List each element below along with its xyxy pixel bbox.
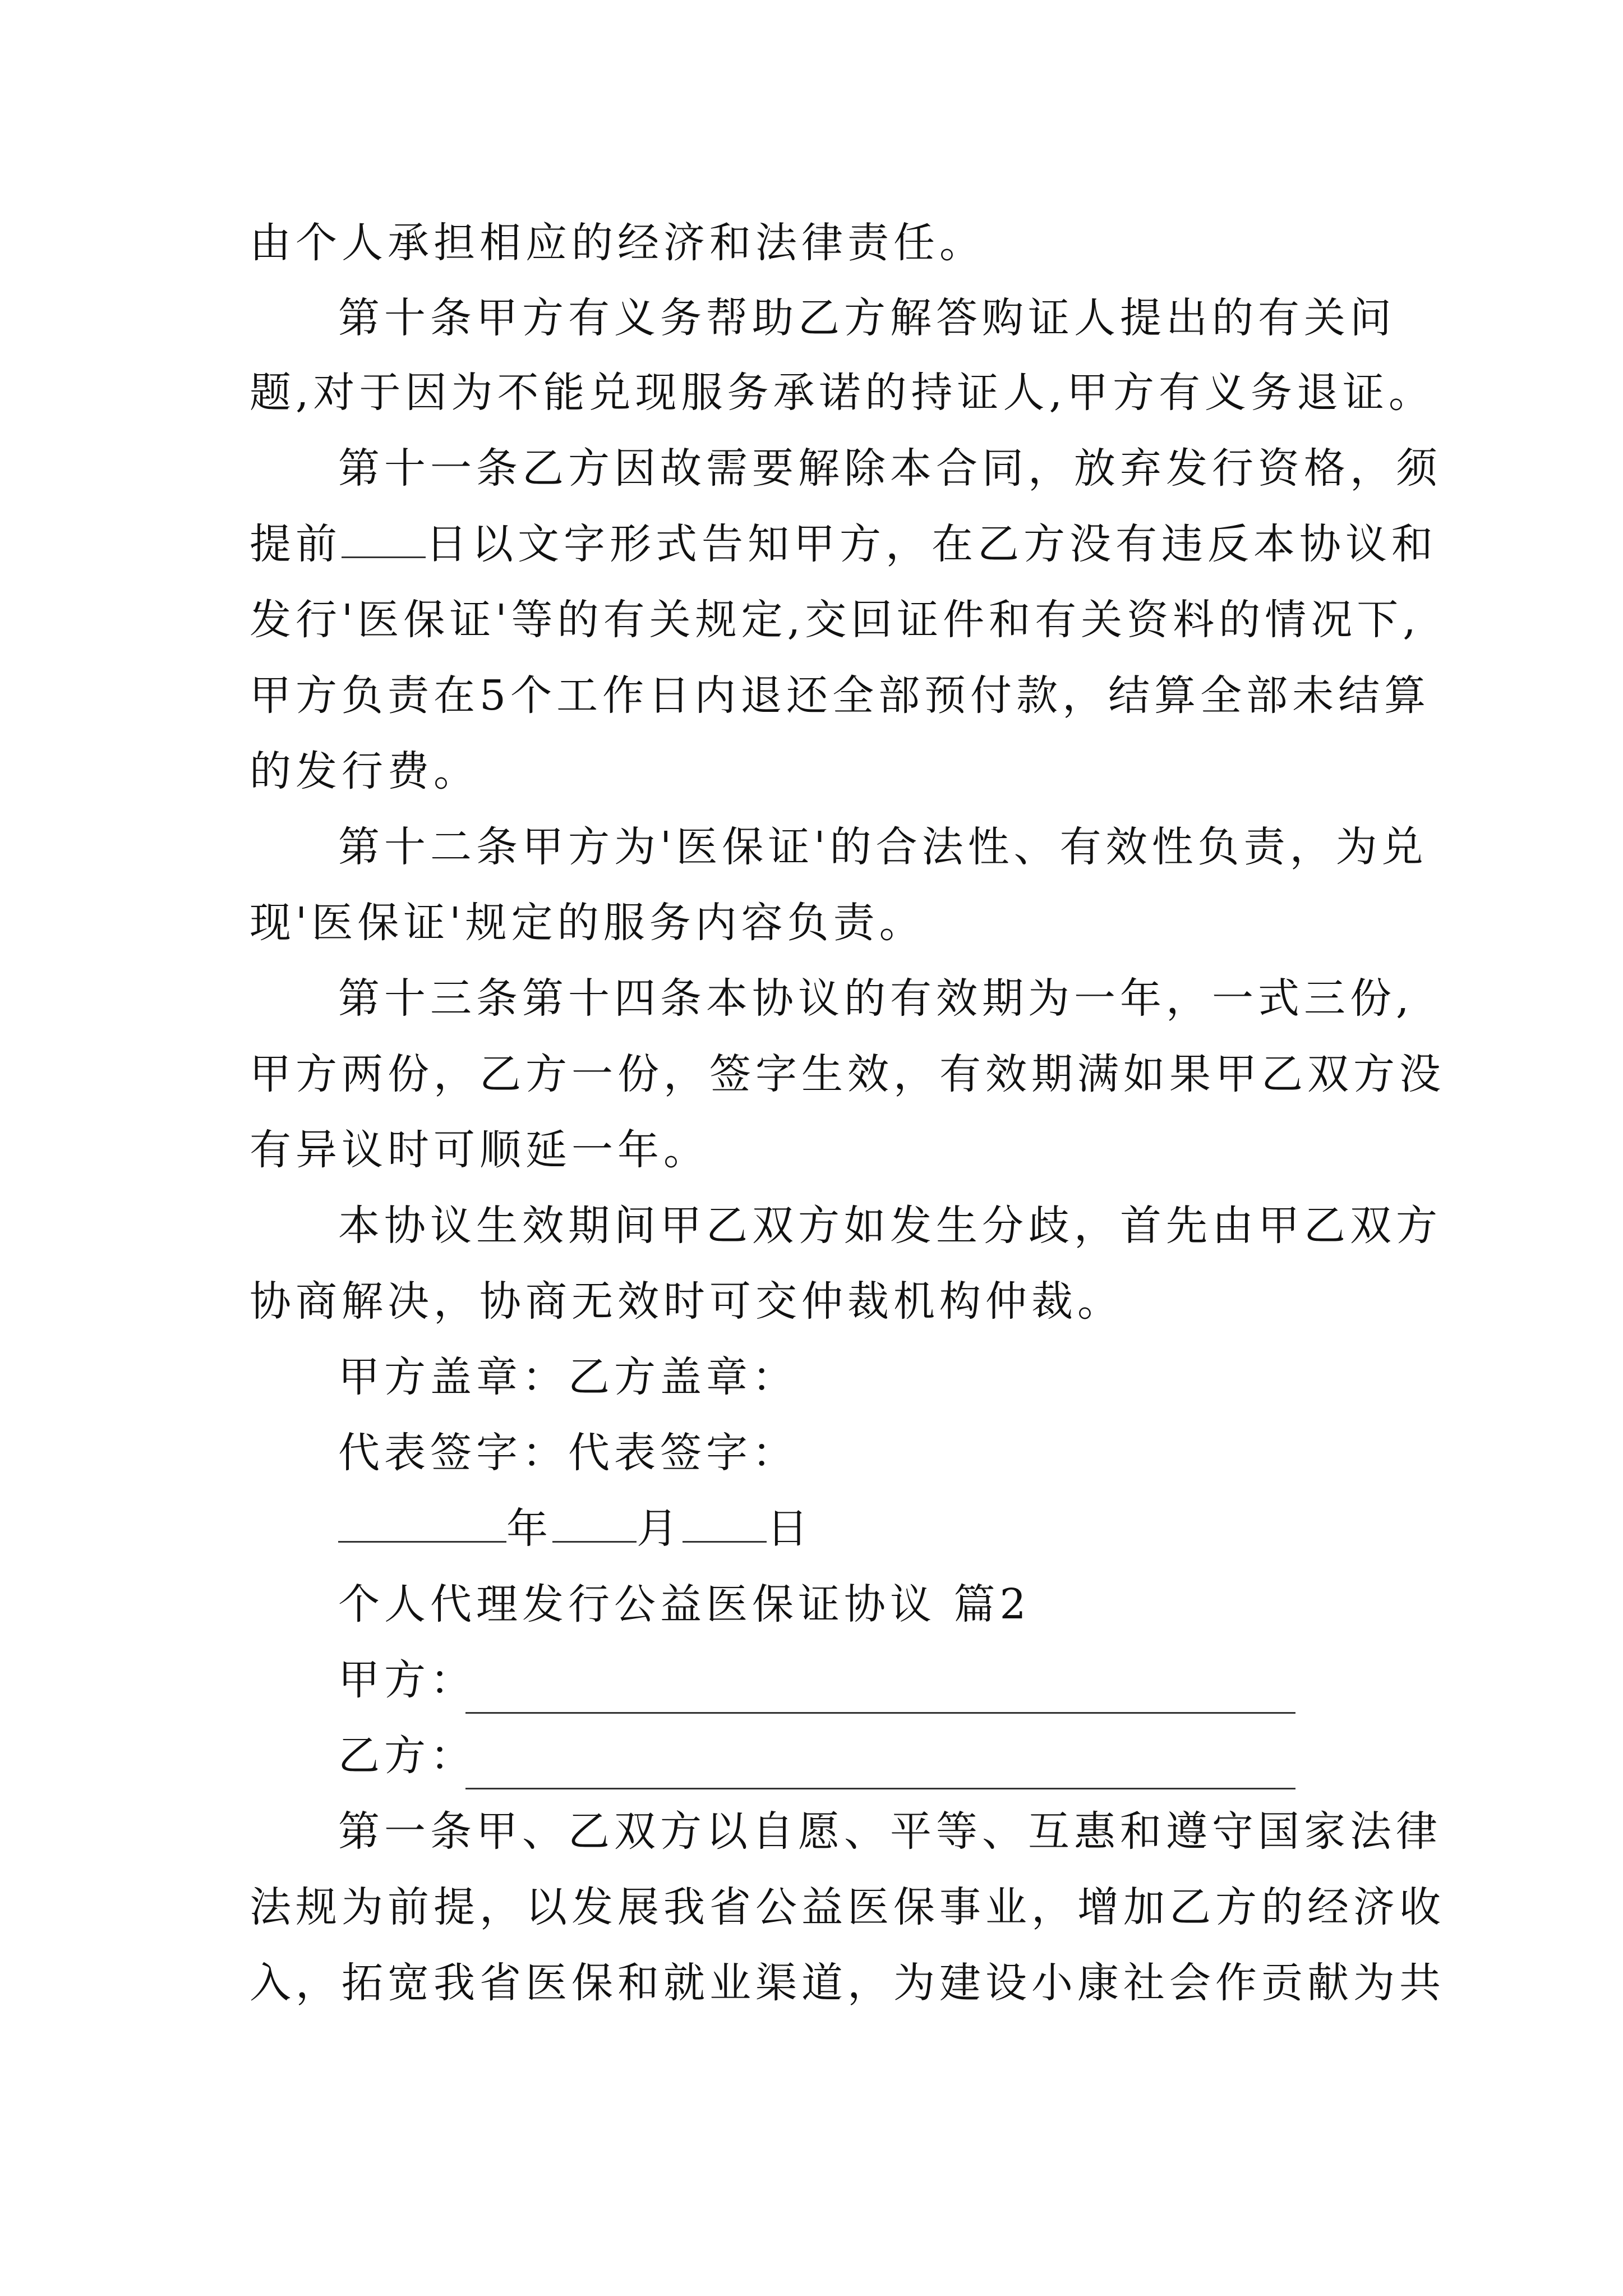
text-line: 协商解决，协商无效时可交仲裁机构仲裁。 <box>250 1277 1123 1326</box>
year-label: 年 <box>506 1504 552 1553</box>
day-blank <box>683 1506 767 1543</box>
text-segment: 日以文字形式告知甲方，在乙方没有违反本协议和 <box>426 520 1437 568</box>
text-line: 第十二条甲方为'医保证'的合法性、有效性负责，为兑 <box>338 823 1428 871</box>
party-a-label: 甲方： <box>338 1656 476 1704</box>
text-line: 第十一条乙方因故需要解除本合同，放弃发行资格，须 <box>338 444 1442 493</box>
text-line-with-blank <box>250 516 1437 572</box>
text-line: 的发行费。 <box>250 747 479 795</box>
month-label: 月 <box>637 1504 683 1553</box>
day-label: 日 <box>767 1504 813 1553</box>
text-line: 第一条甲、乙双方以自愿、平等、互惠和遵守国家法律 <box>338 1807 1442 1856</box>
month-blank <box>552 1506 637 1543</box>
seal-line: 甲方盖章：乙方盖章： <box>338 1353 798 1401</box>
text-line: 第十三条第十四条本协议的有效期为一年，一式三份, <box>338 974 1414 1023</box>
text-line: 本协议生效期间甲乙双方如发生分歧，首先由甲乙双方 <box>338 1202 1442 1250</box>
signature-line: 代表签字：代表签字： <box>338 1429 798 1477</box>
text-line: 由个人承担相应的经济和法律责任。 <box>250 219 985 267</box>
date-line <box>338 1501 813 1557</box>
text-line: 入，拓宽我省医保和就业渠道，为建设小康社会作贡献为共 <box>250 1959 1445 2007</box>
fill-in-blank <box>342 522 426 558</box>
text-line: 发行'医保证'等的有关规定,交回证件和有关资料的情况下, <box>250 596 1421 644</box>
text-line: 现'医保证'规定的服务内容负责。 <box>250 899 925 947</box>
text-segment: 提前 <box>250 520 342 568</box>
party-a-blank <box>465 1712 1295 1714</box>
party-b-label: 乙方： <box>338 1732 476 1780</box>
text-line: 有异议时可顺延一年。 <box>250 1126 709 1174</box>
text-line: 法规为前提，以发展我省公益医保事业，增加乙方的经济收 <box>250 1883 1445 1931</box>
text-line: 甲方负责在5个工作日内退还全部预付款，结算全部未结算 <box>250 671 1431 720</box>
text-line: 题,对于因为不能兑现服务承诺的持证人,甲方有义务退证。 <box>250 369 1435 417</box>
year-blank <box>338 1506 506 1543</box>
text-line: 甲方两份，乙方一份，签字生效，有效期满如果甲乙双方没 <box>250 1050 1445 1098</box>
party-b-blank <box>465 1788 1295 1789</box>
text-line: 第十条甲方有义务帮助乙方解答购证人提出的有关问 <box>338 294 1396 342</box>
section-title: 个人代理发行公益医保证协议 篇2 <box>338 1580 1031 1628</box>
